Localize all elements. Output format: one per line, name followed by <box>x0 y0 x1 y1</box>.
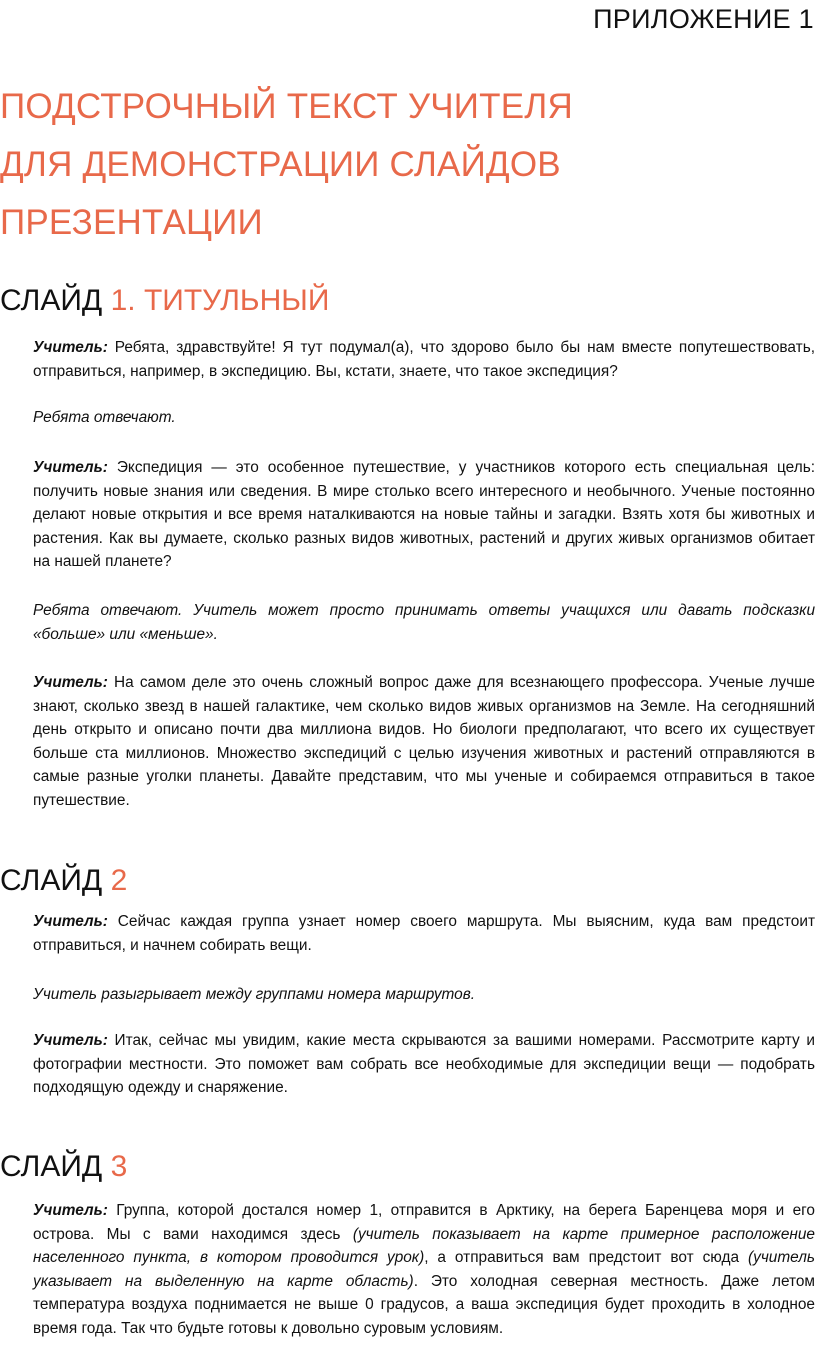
teacher-paragraph <box>33 671 815 812</box>
teacher-paragraph <box>33 336 815 383</box>
paragraph-text: Сейчас каждая группа узнает номер своего маршрута. Мы выясним, куда вам предстоит отправиться, и начнем собирать вещи. <box>33 913 815 954</box>
speaker-label: Учитель: <box>33 1202 108 1219</box>
title-line: ДЛЯ ДЕМОНСТРАЦИИ СЛАЙДОВ <box>0 145 561 184</box>
speaker-label: Учитель: <box>33 674 108 691</box>
slide-heading-prefix: СЛАЙД <box>0 864 111 897</box>
speaker-label: Учитель: <box>33 339 108 356</box>
stage-direction <box>33 406 815 430</box>
paragraph-text: Итак, сейчас мы увидим, какие места скрываются за вашими номерами. Рассмотрите карту и фотографии местности. Это поможет вам собрать все необходимые для экспедиции вещи — подобрать подходящую одежду и снаряжение. <box>33 1032 815 1096</box>
slide-heading-number: 3 <box>110 1150 128 1183</box>
stage-direction <box>33 983 815 1007</box>
title-line: ПРЕЗЕНТАЦИИ <box>0 203 263 242</box>
teacher-paragraph <box>33 1199 815 1340</box>
stage-direction-text: Ребята отвечают. <box>33 409 176 426</box>
slide-heading-number: 2 <box>110 864 128 897</box>
paragraph-text: . Это холодная северная местность. Даже летом температура воздуха поднимается не выше 0 градусов, а ваша экспедиция будет проходить в холодное время года. Так что будьте готовы к довольно суровым условиям. <box>33 1272 816 1337</box>
paragraph-text: Группа, которой достался номер 1, отправится в Арктику, на берега Баренцева моря и его острова. Мы с вами находимся здесь <box>33 1202 815 1243</box>
slide-heading-number: 1. ТИТУЛЬНЫЙ <box>110 284 330 317</box>
stage-direction-inline: (учитель показывает на карте примерное расположение населенного пункта, в котором проводится урок) <box>33 1225 815 1266</box>
stage-direction-inline: (учитель указывает на выделенную на карте область) <box>33 1249 815 1290</box>
title-line: ПОДСТРОЧНЫЙ ТЕКСТ УЧИТЕЛЯ <box>0 87 573 126</box>
teacher-paragraph <box>33 1029 815 1100</box>
teacher-paragraph <box>33 910 815 957</box>
slide-3-heading <box>0 1150 127 1184</box>
teacher-paragraph <box>33 456 815 574</box>
paragraph-text: Экспедиция — это особенное путешествие, у участников которого есть специальная цель: получить новые знания или сведения. В мире столько всего интересного и необычного. Ученые постоянно делают новые открытия и все время наталкиваются на новые тайны и загадки. Взять хотя бы животных и растения. Как вы думаете, сколько разных видов животных, растений и других живых организмов обитает на нашей планете? <box>33 459 815 570</box>
speaker-label: Учитель: <box>33 1032 108 1049</box>
slide-1-heading <box>0 284 329 318</box>
paragraph-text: На самом деле это очень сложный вопрос даже для всезнающего профессора. Ученые лучше знают, сколько звезд в нашей галактике, чем сколько видов живых организмов на Земле. На сегодняшний день открыто и описано почти два миллиона видов. Но биологи предполагают, что всего их существует больше ста миллионов. Множество экспедиций с целью изучения животных и растений отправляются в самые разные уголки планеты. Давайте представим, что мы ученые и собираемся отправиться в такое путешествие. <box>33 674 815 809</box>
appendix-label: ПРИЛОЖЕНИЕ 1 <box>593 4 814 34</box>
paragraph-text: , а отправиться вам предстоит вот сюда <box>424 1249 748 1266</box>
stage-direction-text: Ребята отвечают. Учитель может просто принимать ответы учащихся или давать подсказки «больше» или «меньше». <box>33 602 815 643</box>
stage-direction <box>33 599 815 646</box>
stage-direction-text: Учитель разыгрывает между группами номера маршрутов. <box>33 986 476 1003</box>
speaker-label: Учитель: <box>33 913 108 930</box>
paragraph-text: Ребята, здравствуйте! Я тут подумал(а), что здорово было бы нам вместе попутешествовать, отправиться, например, в экспедицию. Вы, кстати, знаете, что такое экспедиция? <box>33 339 815 380</box>
slide-heading-prefix: СЛАЙД <box>0 1150 111 1183</box>
slide-heading-prefix: СЛАЙД <box>0 284 111 317</box>
speaker-label: Учитель: <box>33 459 108 476</box>
slide-2-heading <box>0 864 127 898</box>
document-title <box>0 78 760 252</box>
